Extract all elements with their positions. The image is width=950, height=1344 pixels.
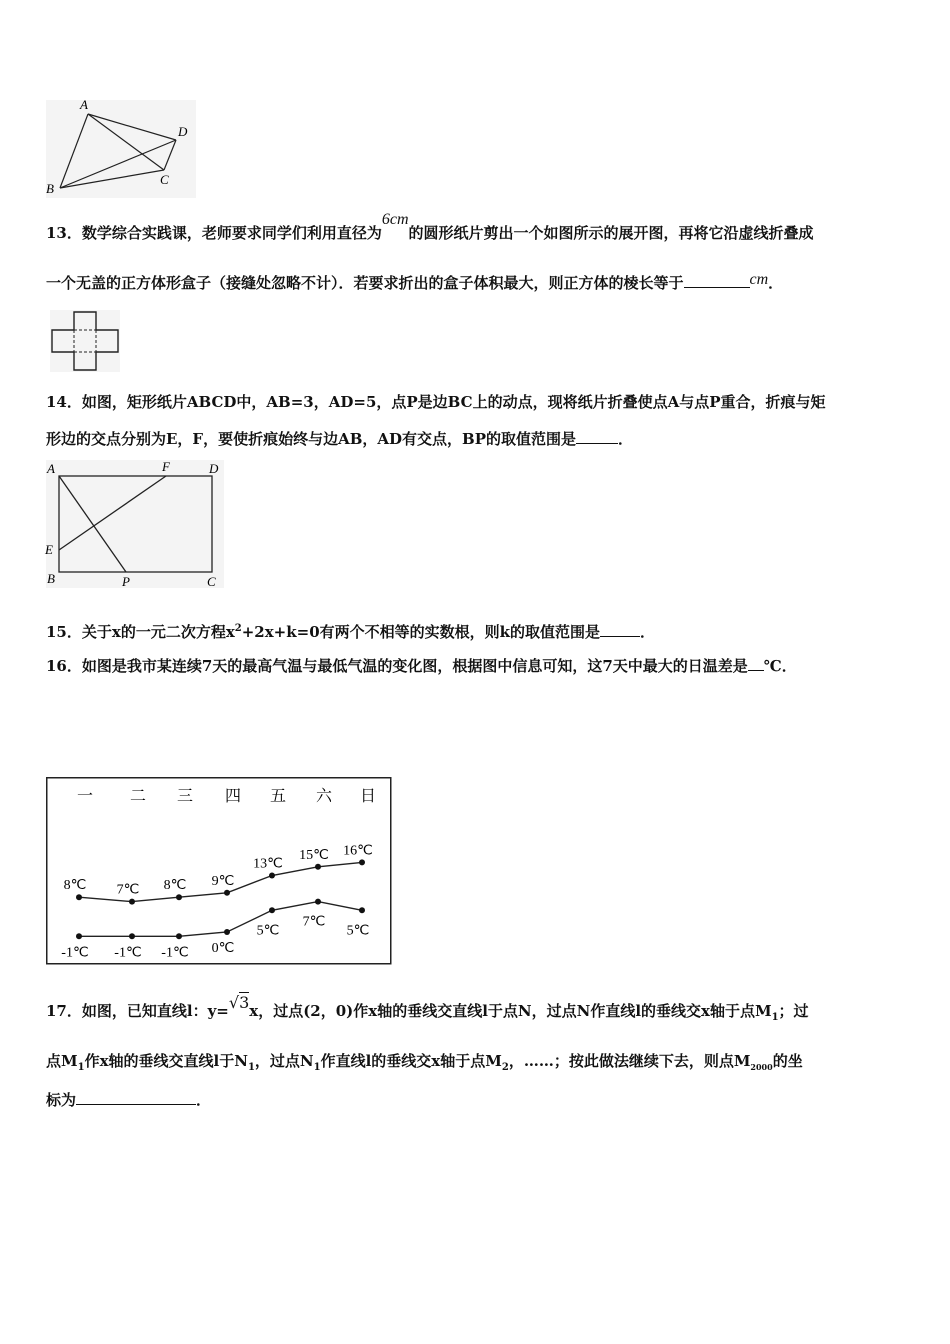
figure-background (46, 100, 196, 198)
high-temp-point (315, 864, 321, 870)
q17-text-k: ． (196, 1091, 212, 1109)
high-temp-label: 16℃ (343, 843, 373, 859)
q13-line1 (46, 211, 814, 244)
q17-text-e: 作x轴的垂线交直线l于N (84, 1052, 248, 1070)
high-temp-point (224, 890, 230, 896)
label-f: F (162, 459, 170, 474)
q17-text-i: 的坐 (772, 1052, 803, 1070)
low-temp-point (176, 933, 182, 939)
day-label: 二 (129, 788, 147, 805)
high-temp-label: 15℃ (299, 847, 329, 863)
q13-answer-blank[interactable] (684, 272, 750, 288)
q17-text-d: 点M (46, 1052, 78, 1070)
q17-line3 (46, 1089, 211, 1110)
low-temp-label: 7℃ (302, 914, 326, 930)
high-temp-point (129, 899, 135, 905)
q13-text-a: 13．数学综合实践课，老师要求同学们利用直径为 (46, 224, 382, 242)
high-temp-label: 7℃ (116, 882, 140, 898)
label-c: C (160, 172, 169, 187)
q14-answer-blank[interactable] (576, 428, 618, 444)
q15-exponent: 2 (234, 623, 242, 634)
cube-net-figure (48, 308, 122, 374)
high-temp-label: 8℃ (63, 878, 87, 894)
q17-text-f: ，过点N (254, 1052, 314, 1070)
quadrilateral-figure (44, 96, 200, 200)
sqrt-radicand: 3 (239, 993, 250, 1012)
q17-text-b: x，过点(2，0)作x轴的垂线交直线l于点N，过点N作直线l的垂线交x轴于点M (249, 1002, 772, 1020)
low-temp-point (224, 929, 230, 935)
q13-line2 (46, 272, 783, 294)
q17-text-g: 作直线l的垂线交x轴于点M (320, 1052, 502, 1070)
q17-text-h: ，……；按此做法继续下去，则点M (508, 1052, 751, 1070)
q14-text-b: 形边的交点分别为E，F，要使折痕始终与边AB，AD有交点，BP的取值范围是 (46, 430, 577, 448)
q17-subscript: 2 (501, 1062, 509, 1073)
low-temp-point (129, 933, 135, 939)
label-b: B (47, 571, 55, 586)
low-temp-label: 5℃ (346, 923, 370, 939)
day-label: 五 (269, 788, 287, 805)
q14-line1 (46, 392, 825, 412)
label-e: E (45, 542, 53, 557)
q15-answer-blank[interactable] (600, 621, 640, 637)
label-a: A (80, 97, 88, 112)
day-label: 一 (76, 788, 94, 805)
q15-line (46, 621, 655, 642)
q14-line2 (46, 428, 633, 449)
high-temp-label: 8℃ (163, 878, 187, 894)
high-temp-point (176, 894, 182, 900)
day-label: 六 (315, 788, 333, 805)
q17-subscript: 1 (313, 1062, 321, 1073)
label-d: D (178, 124, 188, 139)
high-temp-label: 9℃ (211, 873, 235, 889)
high-temp-label: 13℃ (253, 856, 283, 872)
q13-diameter: 6cm (381, 211, 409, 228)
low-temp-point (269, 907, 275, 913)
low-temp-label: -1℃ (61, 945, 89, 961)
q17-text-a: 17．如图，已知直线l：y= (46, 1002, 229, 1020)
low-temp-label: -1℃ (161, 945, 189, 961)
q13-text-c: 一个无盖的正方体形盒子（接缝处忽略不计）．若要求折出的盒子体积最大，则正方体的棱长等于 (46, 274, 684, 292)
figure-background (46, 460, 224, 588)
q17-text-c: ；过 (778, 1002, 809, 1020)
q17-text-j: 标为 (46, 1091, 77, 1109)
label-b: B (46, 181, 54, 196)
label-a: A (47, 461, 55, 476)
q17-subscript: 1 (771, 1012, 779, 1023)
temperature-chart (46, 777, 392, 965)
high-temp-point (269, 873, 275, 879)
low-temp-label: 0℃ (211, 941, 235, 956)
q16-text-a: 16．如图是我市某连续7天的最高气温与最低气温的变化图，根据图中信息可知，这7天中最大的日温差是 (46, 657, 748, 675)
label-d: D (209, 461, 219, 476)
q13-text-d: ． (768, 274, 784, 292)
q16-line (46, 655, 797, 676)
q13-unit: cm (749, 271, 769, 288)
q14-text-c: ． (618, 430, 634, 448)
figure-background (50, 310, 120, 372)
q17-answer-blank[interactable] (76, 1089, 196, 1105)
q16-text-b: ℃． (763, 657, 797, 675)
day-label: 日 (359, 788, 377, 805)
day-label: 四 (224, 788, 242, 805)
label-p: P (122, 574, 130, 589)
low-temp-label: -1℃ (114, 945, 142, 961)
q14-text-a: 14．如图，矩形纸片ABCD中，AB=3，AD=5，点P是边BC上的动点，现将纸片折叠使点A与点P重合，折痕与矩 (46, 393, 826, 411)
q15-text-a: 15．关于x的一元二次方程x (46, 623, 235, 641)
low-temp-label: 5℃ (256, 923, 280, 939)
low-temp-point (315, 899, 321, 905)
q17-subscript: 1 (247, 1062, 255, 1073)
low-temp-point (359, 907, 365, 913)
high-temp-point (359, 859, 365, 865)
q13-text-b: 的圆形纸片剪出一个如图所示的展开图，再将它沿虚线折叠成 (408, 224, 814, 242)
label-c: C (207, 574, 216, 589)
q16-answer-blank[interactable] (748, 655, 764, 671)
high-temp-point (76, 894, 82, 900)
q17-line2 (46, 1051, 803, 1071)
q17-subscript: 1 (77, 1062, 85, 1073)
rectangle-figure (44, 458, 226, 590)
day-label: 三 (176, 788, 194, 805)
q15-text-c: ． (640, 623, 656, 641)
q15-text-b: +2x+k=0有两个不相等的实数根，则k的取值范围是 (241, 623, 601, 641)
q17-line1 (46, 993, 809, 1023)
sqrt-symbol: √3 (228, 993, 250, 1012)
low-temp-point (76, 933, 82, 939)
q17-subscript: 2000 (750, 1062, 773, 1072)
